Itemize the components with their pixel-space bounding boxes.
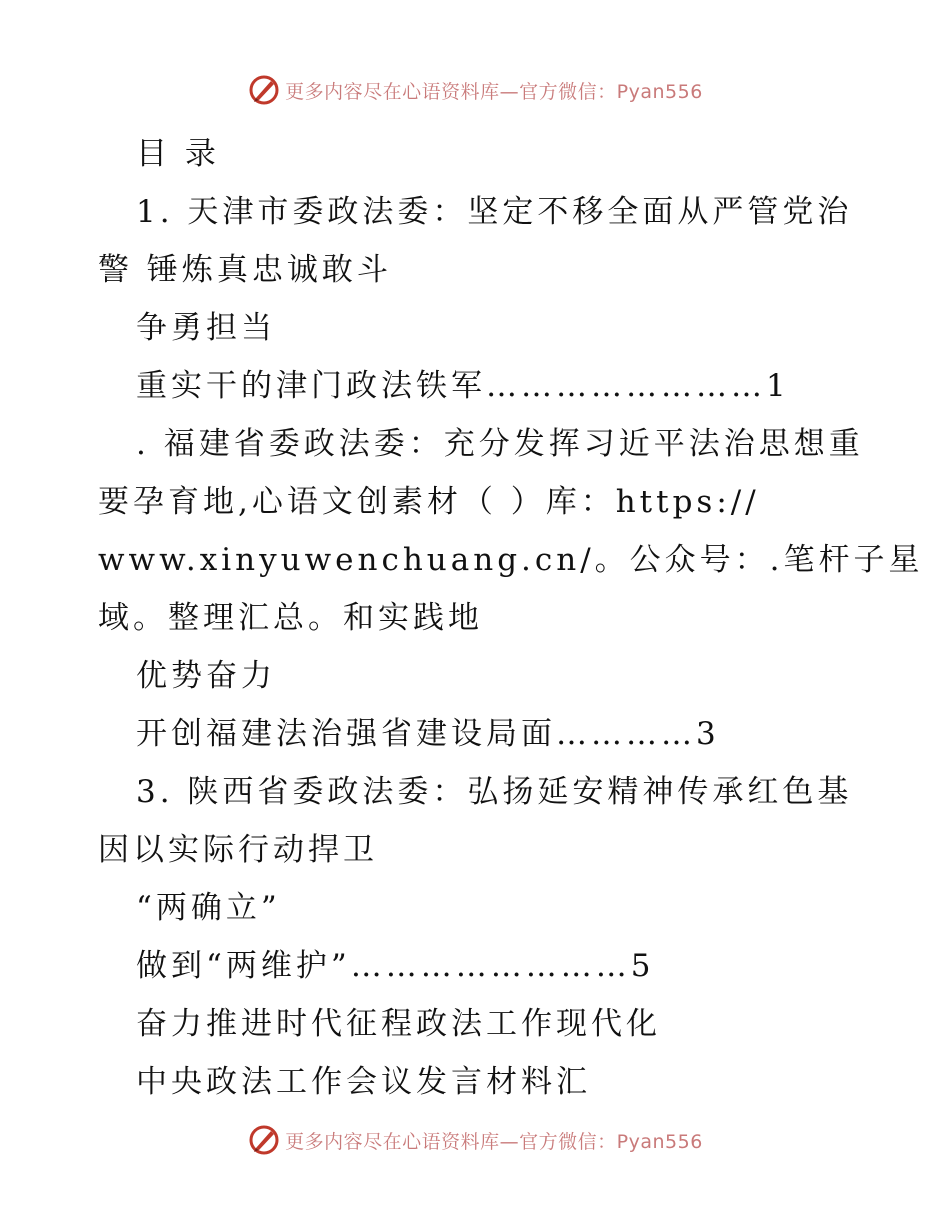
toc-line: 奋力推进时代征程政法工作现代化	[136, 1006, 661, 1042]
toc-line: 优势奋力	[136, 658, 276, 694]
toc-line: 要孕育地,心语文创素材（ ）库：https://	[98, 484, 760, 520]
toc-line: 重实干的津门政法铁军……………………1	[136, 368, 790, 404]
toc-line: 开创福建法治强省建设局面…………3	[136, 716, 720, 752]
toc-line: 警 锤炼真忠诚敢斗	[98, 252, 392, 288]
toc-line: 争勇担当	[136, 310, 276, 346]
toc-line: 3. 陕西省委政法委：弘扬延安精神传承红色基	[136, 774, 853, 810]
quill-pen-logo-icon	[247, 73, 281, 107]
watermark-text: 更多内容尽在心语资料库—官方微信：Pyan556	[285, 1130, 703, 1153]
toc-title: 目 录	[136, 136, 220, 172]
toc-line: 做到“两维护”……………………5	[136, 948, 655, 984]
quill-pen-logo-icon	[247, 1123, 281, 1157]
watermark-text: 更多内容尽在心语资料库—官方微信：Pyan556	[285, 80, 703, 103]
toc-line: www.xinyuwenchuang.cn/。公众号：.笔杆子星	[98, 542, 924, 578]
toc-line: 中央政法工作会议发言材料汇	[136, 1064, 591, 1100]
toc-line: . 福建省委政法委：充分发挥习近平法治思想重	[136, 426, 864, 462]
toc-line: 域。整理汇总。和实践地	[98, 600, 483, 636]
toc-line: 因以实际行动捍卫	[98, 832, 378, 868]
header-watermark	[0, 70, 950, 110]
toc-line: “两确立”	[136, 890, 281, 926]
footer-watermark	[0, 1120, 950, 1160]
toc-line: 1. 天津市委政法委：坚定不移全面从严管党治	[136, 194, 853, 230]
